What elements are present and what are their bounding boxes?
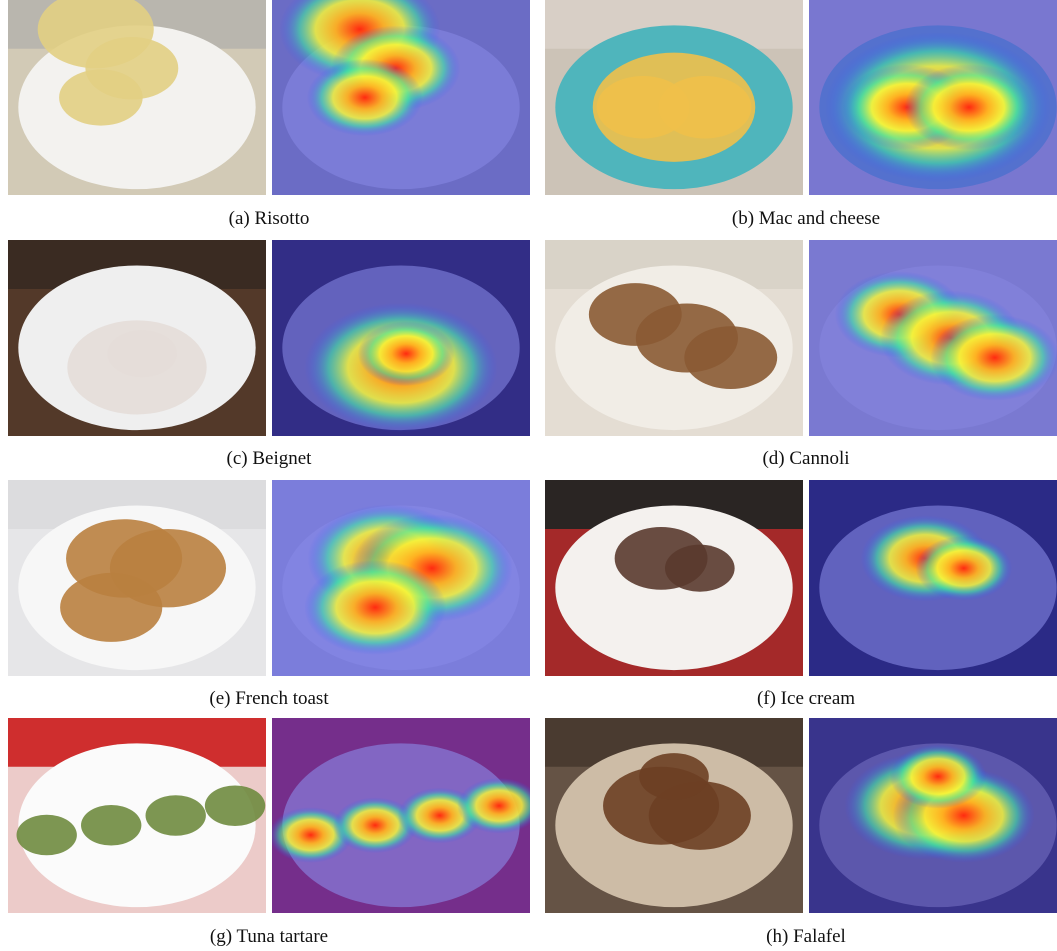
panel-f xyxy=(545,480,1057,712)
tuna-tartare-heatmap xyxy=(272,718,530,913)
panel-h xyxy=(545,718,1057,950)
caption-d: (d) Cannoli xyxy=(762,448,850,469)
caption-e: (e) French toast xyxy=(209,688,329,709)
panel-d xyxy=(545,240,1057,472)
caption-c: (c) Beignet xyxy=(226,448,312,469)
caption-a: (a) Risotto xyxy=(228,208,310,229)
beignet-photo xyxy=(8,240,266,436)
cannoli-photo xyxy=(545,240,803,436)
falafel-heatmap xyxy=(809,718,1057,913)
caption-b: (b) Mac and cheese xyxy=(731,208,881,229)
cannoli-heatmap xyxy=(809,240,1057,436)
panel-e xyxy=(8,480,530,712)
ice-cream-heatmap xyxy=(809,480,1057,676)
caption-f: (f) Ice cream xyxy=(756,688,856,709)
risotto-heatmap xyxy=(272,0,530,195)
panel-g xyxy=(8,718,530,950)
mac-and-cheese-photo xyxy=(545,0,803,195)
panel-a xyxy=(8,0,530,232)
caption-h: (h) Falafel xyxy=(766,926,846,947)
ice-cream-photo xyxy=(545,480,803,676)
panel-b xyxy=(545,0,1057,232)
risotto-photo xyxy=(8,0,266,195)
french-toast-photo xyxy=(8,480,266,676)
french-toast-heatmap xyxy=(272,480,530,676)
tuna-tartare-photo xyxy=(8,718,266,913)
panel-c xyxy=(8,240,530,472)
beignet-heatmap xyxy=(272,240,530,436)
caption-g: (g) Tuna tartare xyxy=(209,926,329,947)
falafel-photo xyxy=(545,718,803,913)
mac-and-cheese-heatmap xyxy=(809,0,1057,195)
